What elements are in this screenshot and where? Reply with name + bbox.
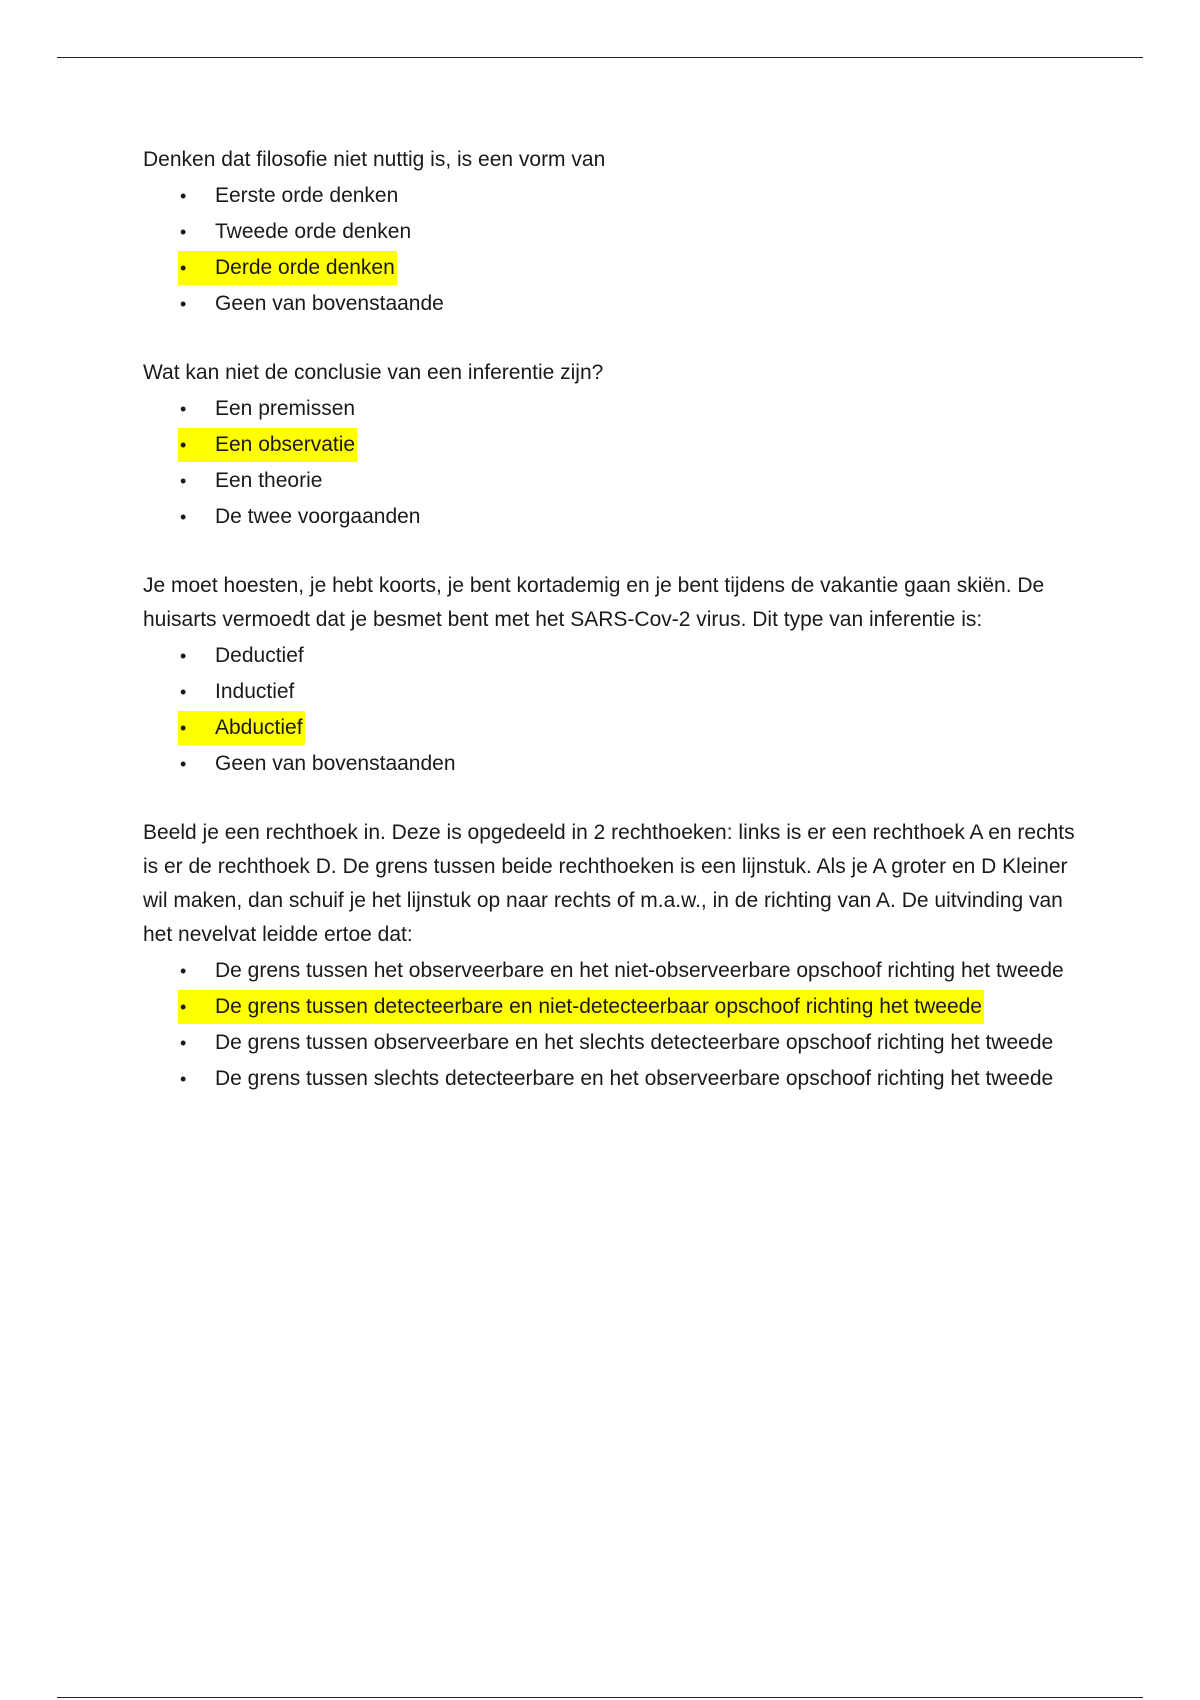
option-item: [143, 179, 1093, 213]
question-4-options: [143, 954, 1093, 1096]
footer-rule: [57, 1697, 1143, 1698]
option-item: [143, 675, 1093, 709]
option-item: [143, 639, 1093, 673]
option-label: De grens tussen detecteerbare en niet-detecteerbaar opschoof richting het tweede: [215, 995, 982, 1018]
question-2: [143, 356, 1093, 534]
option-item-answer: [143, 990, 1093, 1024]
option-item-answer: [143, 428, 1093, 462]
bullet-icon: •: [180, 754, 187, 774]
quiz-content: [143, 143, 1093, 1131]
bullet-icon: •: [180, 1069, 187, 1089]
option-item: [143, 464, 1093, 498]
question-4: [143, 816, 1093, 1096]
option-label: Abductief: [215, 716, 303, 739]
answer-highlight: [178, 711, 305, 745]
bullet-icon: •: [180, 682, 187, 702]
header-rule: [57, 57, 1143, 58]
option-item: [143, 215, 1093, 249]
bullet-icon: •: [180, 258, 187, 278]
option-item: [143, 392, 1093, 426]
option-label: Een theorie: [215, 469, 323, 492]
bullet-icon: •: [180, 186, 187, 206]
option-item-answer: [143, 711, 1093, 745]
question-2-text: Wat kan niet de conclusie van een inferentie zijn?: [143, 361, 604, 384]
question-1: [143, 143, 1093, 321]
answer-highlight: [178, 428, 357, 462]
option-label: De grens tussen observeerbare en het slechts detecteerbare opschoof richting het tweede: [215, 1031, 1054, 1054]
option-label: Een premissen: [215, 397, 356, 420]
bullet-icon: •: [180, 222, 187, 242]
question-1-text: Denken dat filosofie niet nuttig is, is een vorm van: [143, 148, 606, 171]
bullet-icon: •: [180, 294, 187, 314]
option-label: Eerste orde denken: [215, 184, 399, 207]
option-label: Een observatie: [215, 433, 356, 456]
option-label: Inductief: [215, 680, 295, 703]
bullet-icon: •: [180, 507, 187, 527]
option-item: [143, 287, 1093, 321]
option-item: [143, 1062, 1093, 1096]
answer-highlight: [178, 990, 984, 1024]
option-item: [143, 500, 1093, 534]
option-label: Tweede orde denken: [215, 220, 412, 243]
bullet-icon: •: [180, 435, 187, 455]
question-3-text: Je moet hoesten, je hebt koorts, je bent kortademig en je bent tijdens de vakantie gaan skiën. De huisarts vermoedt dat je besmet bent met het SARS-Cov-2 virus. Dit type van inferentie is:: [143, 574, 1045, 631]
bullet-icon: •: [180, 646, 187, 666]
option-label: De grens tussen het observeerbare en het niet-observeerbare opschoof richting het tweede: [215, 959, 1064, 982]
question-3-options: [143, 639, 1093, 781]
option-label: De grens tussen slechts detecteerbare en het observeerbare opschoof richting het tweede: [215, 1067, 1054, 1090]
question-1-options: [143, 179, 1093, 321]
option-item: [143, 954, 1093, 988]
answer-highlight: [178, 251, 397, 285]
option-label: Deductief: [215, 644, 304, 667]
question-4-text: Beeld je een rechthoek in. Deze is opgedeeld in 2 rechthoeken: links is er een rechthoek A en rechts is er de rechthoek D. De grens tussen beide rechthoeken is een lijnstuk. Als je A groter en D Kleiner wil maken, dan schuif je het lijnstuk op naar rechts of m.a.w., in de richting van A. De uitvinding van het nevelvat leidde ertoe dat:: [143, 821, 1075, 946]
option-item-answer: [143, 251, 1093, 285]
question-3: [143, 569, 1093, 781]
bullet-icon: •: [180, 399, 187, 419]
option-label: Derde orde denken: [215, 256, 395, 279]
option-item: [143, 747, 1093, 781]
bullet-icon: •: [180, 471, 187, 491]
option-label: De twee voorgaanden: [215, 505, 421, 528]
bullet-icon: •: [180, 997, 187, 1017]
bullet-icon: •: [180, 1033, 187, 1053]
question-2-options: [143, 392, 1093, 534]
option-item: [143, 1026, 1093, 1060]
bullet-icon: •: [180, 718, 187, 738]
bullet-icon: •: [180, 961, 187, 981]
option-label: Geen van bovenstaanden: [215, 752, 456, 775]
option-label: Geen van bovenstaande: [215, 292, 444, 315]
